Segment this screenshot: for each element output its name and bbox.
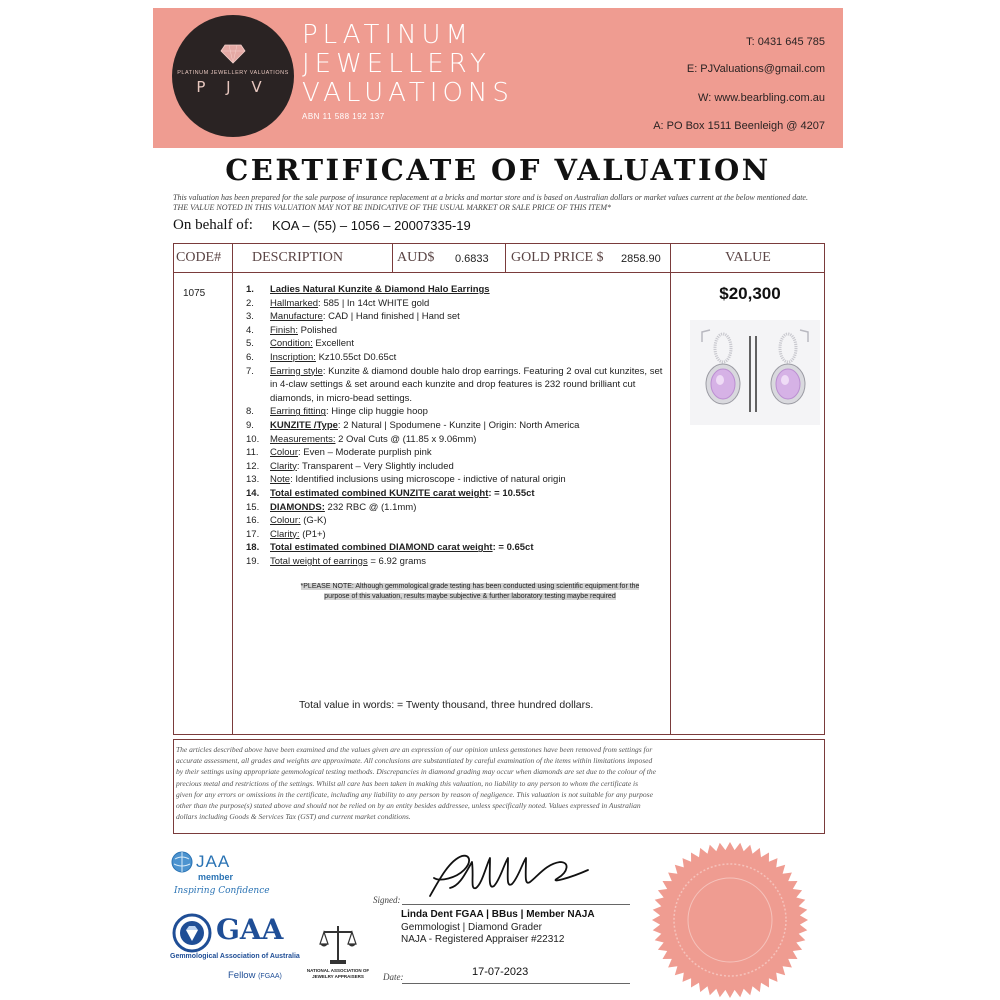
item-number: 12. xyxy=(246,460,260,472)
item-number: 17. xyxy=(246,528,260,540)
gaa-subtitle: Gemmological Association of Australia xyxy=(170,953,300,960)
valuation-date: 17-07-2023 xyxy=(472,966,529,978)
header-aud: AUD$ xyxy=(397,250,435,265)
signer-role: Gemmologist | Diamond Grader xyxy=(401,922,542,933)
description-item xyxy=(246,514,666,528)
item-text xyxy=(270,405,666,419)
naja-line-2: JEWELRY APPRAISERS xyxy=(312,974,364,979)
contact-phone: T: 0431 645 785 xyxy=(746,36,825,48)
jaa-logo-text: JAA xyxy=(196,852,231,871)
item-number: 18. xyxy=(246,542,260,554)
item-number: 3. xyxy=(246,311,254,323)
item-text xyxy=(270,419,666,433)
scales-icon xyxy=(318,922,358,966)
gaa-emblem-icon xyxy=(172,913,212,953)
contact-address: A: PO Box 1511 Beenleigh @ 4207 xyxy=(653,120,825,132)
total-value-in-words: Total value in words: = Twenty thousand, three hundred dollars. xyxy=(299,699,594,711)
item-field-label: Colour: xyxy=(270,515,301,527)
item-number: 10. xyxy=(246,433,260,445)
description-item xyxy=(246,528,666,542)
on-behalf-label: On behalf of: xyxy=(173,217,253,233)
logo-initials: P J V xyxy=(196,78,270,96)
item-field-label: Clarity xyxy=(270,460,297,472)
item-field-label: Inscription: xyxy=(270,351,316,363)
item-field-value: : = 0.65ct xyxy=(492,542,534,554)
item-field-label: Clarity: xyxy=(270,528,300,540)
jaa-tagline: Inspiring Confidence xyxy=(174,886,270,896)
seal-stamp xyxy=(650,840,810,1000)
item-text xyxy=(270,283,666,297)
item-text xyxy=(270,310,666,324)
description-item xyxy=(246,310,666,324)
item-description-list xyxy=(246,283,666,568)
contact-web: W: www.bearbling.com.au xyxy=(698,92,825,104)
on-behalf-value: KOA – (55) – 1056 – 20007335-19 xyxy=(272,218,471,233)
terms-text: The articles described above have been examined and the values given are an expression of our opinion unless gemstones have been removed from settings for accurate assessment, all grades and weights are approximate. All conclusions are substantiated by careful examination of the items within limitations imposed by their settings using appropriate gemmological testing methods. Discrepancies in diamond grading may occur when diamonds are set due to the colour of the precious metal and restrictions of the settings. Whilst all care has been taken in making this valuation, no liability to any person to whom the certificate is given for any errors or omissions in the certificate, including any liability to any person by reason of negligence. This valuation is not suitable for any purpose other than the purpose(s) stated above and should not be relied on by an entity besides addressee, unless specifically noted. Values expressed in Australian dollars including Goods & Services Tax (GST) and current market conditions. xyxy=(176,745,656,822)
item-number: 15. xyxy=(246,501,260,513)
item-field-label: KUNZITE /Type xyxy=(270,419,338,431)
brand-line-2: JEWELLERY xyxy=(302,49,491,79)
header-value: VALUE xyxy=(725,250,771,265)
item-number: 6. xyxy=(246,351,254,363)
jaa-globe-icon xyxy=(170,850,194,874)
valuation-disclaimer xyxy=(173,193,833,213)
earrings-photo xyxy=(690,320,820,425)
description-item xyxy=(246,541,666,555)
description-item xyxy=(246,297,666,311)
diamond-icon xyxy=(220,44,246,64)
item-field-value: : 2 Natural | Spodumene - Kunzite | Origin: North America xyxy=(337,419,580,431)
abn-number: ABN 11 588 192 137 xyxy=(302,112,385,121)
description-item xyxy=(246,365,666,406)
item-text xyxy=(270,541,666,555)
item-field-label: Condition: xyxy=(270,338,313,350)
description-item xyxy=(246,487,666,501)
item-number: 14. xyxy=(246,487,260,499)
note-line-1: *PLEASE NOTE: Although gemmological grade testing has been conducted using scientific equipment for the xyxy=(300,583,640,590)
signature xyxy=(420,848,600,904)
description-item xyxy=(246,419,666,433)
item-number: 1. xyxy=(246,284,254,295)
signed-label: Signed: xyxy=(373,895,401,905)
item-field-label: Colour xyxy=(270,447,298,459)
signer-name: Linda Dent FGAA | BBus | Member NAJA xyxy=(401,909,595,920)
item-text xyxy=(270,487,666,501)
item-field-label: Total estimated combined KUNZITE carat weight xyxy=(270,487,489,499)
item-code: 1075 xyxy=(183,288,206,299)
aud-rate: 0.6833 xyxy=(455,253,489,265)
logo-company-name: PLATINUM JEWELLERY VALUATIONS xyxy=(177,70,289,76)
item-field-value: : CAD | Hand finished | Hand set xyxy=(322,311,460,323)
item-text xyxy=(270,324,666,338)
item-number: 5. xyxy=(246,338,254,350)
description-item xyxy=(246,473,666,487)
item-number: 19. xyxy=(246,555,260,567)
item-field-value: : Transparent – Very Slightly included xyxy=(296,460,454,472)
item-number: 16. xyxy=(246,515,260,527)
description-item xyxy=(246,337,666,351)
item-field-value: (G-K) xyxy=(300,515,327,527)
signer-naja: NAJA - Registered Appraiser #22312 xyxy=(401,934,565,945)
item-text xyxy=(270,351,666,365)
item-field-label: DIAMONDS: xyxy=(270,501,325,513)
item-field-label: Note xyxy=(270,474,291,486)
note-line-2: purpose of this valuation, results maybe subjective & further laboratory testing maybe required xyxy=(324,593,616,600)
description-item xyxy=(246,555,666,569)
item-field-value: : Identified inclusions using microscope - indictive of natural origin xyxy=(290,474,566,486)
item-text xyxy=(270,337,666,351)
description-item xyxy=(246,433,666,447)
valuation-amount: $20,300 xyxy=(719,284,781,303)
fellow-text: Fellow xyxy=(228,970,256,981)
item-text xyxy=(270,473,666,487)
date-line xyxy=(402,983,630,984)
item-field-label: Earring style xyxy=(270,365,323,377)
item-field-label: Finish: xyxy=(270,324,298,336)
item-field-value: = 6.92 grams xyxy=(367,555,427,567)
item-field-label: Earring fitting xyxy=(270,406,326,418)
header-divider-1 xyxy=(392,243,393,272)
item-number: 4. xyxy=(246,324,254,336)
item-text xyxy=(270,433,666,447)
description-item xyxy=(246,501,666,515)
company-logo xyxy=(172,15,294,137)
item-field-value: (P1+) xyxy=(299,528,326,540)
item-field-value: Kz10.55ct D0.65ct xyxy=(315,351,397,363)
item-field-label: Measurements: xyxy=(270,433,336,445)
signature-line xyxy=(402,904,630,905)
item-field-label: Manufacture xyxy=(270,311,323,323)
brand-line-3: VALUATIONS xyxy=(302,78,514,108)
disclaimer-line-2: THE VALUE NOTED IN THIS VALUATION MAY NOT BE INDICATIVE OF THE USUAL MARKET OR SALE PRICE OF THIS ITEM* xyxy=(173,203,612,212)
fellow-label xyxy=(228,970,282,981)
description-item xyxy=(246,324,666,338)
header-code: CODE# xyxy=(176,250,222,265)
code-column-divider xyxy=(232,243,233,735)
item-field-label: Total weight of earrings xyxy=(270,555,368,567)
description-item xyxy=(246,283,666,297)
naja-text xyxy=(300,968,376,980)
item-number: 9. xyxy=(246,419,254,431)
item-field-value: : 585 | In 14ct WHITE gold xyxy=(318,297,430,309)
date-label: Date: xyxy=(383,972,404,982)
description-item xyxy=(246,446,666,460)
item-number: 2. xyxy=(246,297,254,309)
header-description: DESCRIPTION xyxy=(252,250,344,265)
table-header-divider xyxy=(173,272,825,273)
item-number: 13. xyxy=(246,474,260,486)
item-text xyxy=(270,514,666,528)
item-field-label: Ladies Natural Kunzite & Diamond Halo Earrings xyxy=(270,284,490,295)
item-text xyxy=(270,446,666,460)
item-field-value: : = 10.55ct xyxy=(488,487,535,499)
fellow-suffix: (FGAA) xyxy=(258,973,282,980)
item-text xyxy=(270,528,666,542)
gaa-logo-text: GAA xyxy=(216,913,284,946)
item-field-label: Total estimated combined DIAMOND carat weight xyxy=(270,542,493,554)
certificate-title: CERTIFICATE OF VALUATION xyxy=(225,153,771,187)
item-field-value: : Even – Moderate purplish pink xyxy=(298,447,432,459)
description-item xyxy=(246,351,666,365)
testing-note xyxy=(300,582,640,602)
item-field-label: Hallmarked xyxy=(270,297,319,309)
item-text xyxy=(270,501,666,515)
header-divider-2 xyxy=(505,243,506,272)
item-field-value: 2 Oval Cuts @ (11.85 x 9.06mm) xyxy=(335,433,477,445)
item-field-value: 232 RBC @ (1.1mm) xyxy=(324,501,417,513)
item-number: 8. xyxy=(246,406,254,418)
header-gold-price: GOLD PRICE $ xyxy=(511,250,604,265)
item-text xyxy=(270,365,666,406)
item-number: 11. xyxy=(246,447,259,459)
item-number: 7. xyxy=(246,365,254,377)
description-item xyxy=(246,405,666,419)
item-field-value: : Kunzite & diamond double halo drop earrings. Featuring 2 oval cut kunzites, set in 4-claw settings & set around each kunzite and drop features is 232 round brilliant cut diamonds, in micro-bead settings. xyxy=(270,365,663,404)
item-field-value: : Hinge clip huggie hoop xyxy=(325,406,428,418)
item-text xyxy=(270,460,666,474)
jaa-member-text: member xyxy=(198,872,234,882)
disclaimer-line-1: This valuation has been prepared for the sale purpose of insurance replacement at a bricks and mortar store and is based on Australian dollars or market values current at the below mentioned date. xyxy=(173,193,808,202)
gold-price-value: 2858.90 xyxy=(621,253,661,265)
value-column-divider xyxy=(670,243,671,735)
description-item xyxy=(246,460,666,474)
item-text xyxy=(270,555,666,569)
naja-line-1: NATIONAL ASSOCIATION OF xyxy=(306,968,370,973)
item-field-value: Polished xyxy=(297,324,338,336)
brand-line-1: PLATINUM xyxy=(302,20,473,50)
item-field-value: Excellent xyxy=(312,338,354,350)
item-text xyxy=(270,297,666,311)
contact-email: E: PJValuations@gmail.com xyxy=(686,63,825,75)
